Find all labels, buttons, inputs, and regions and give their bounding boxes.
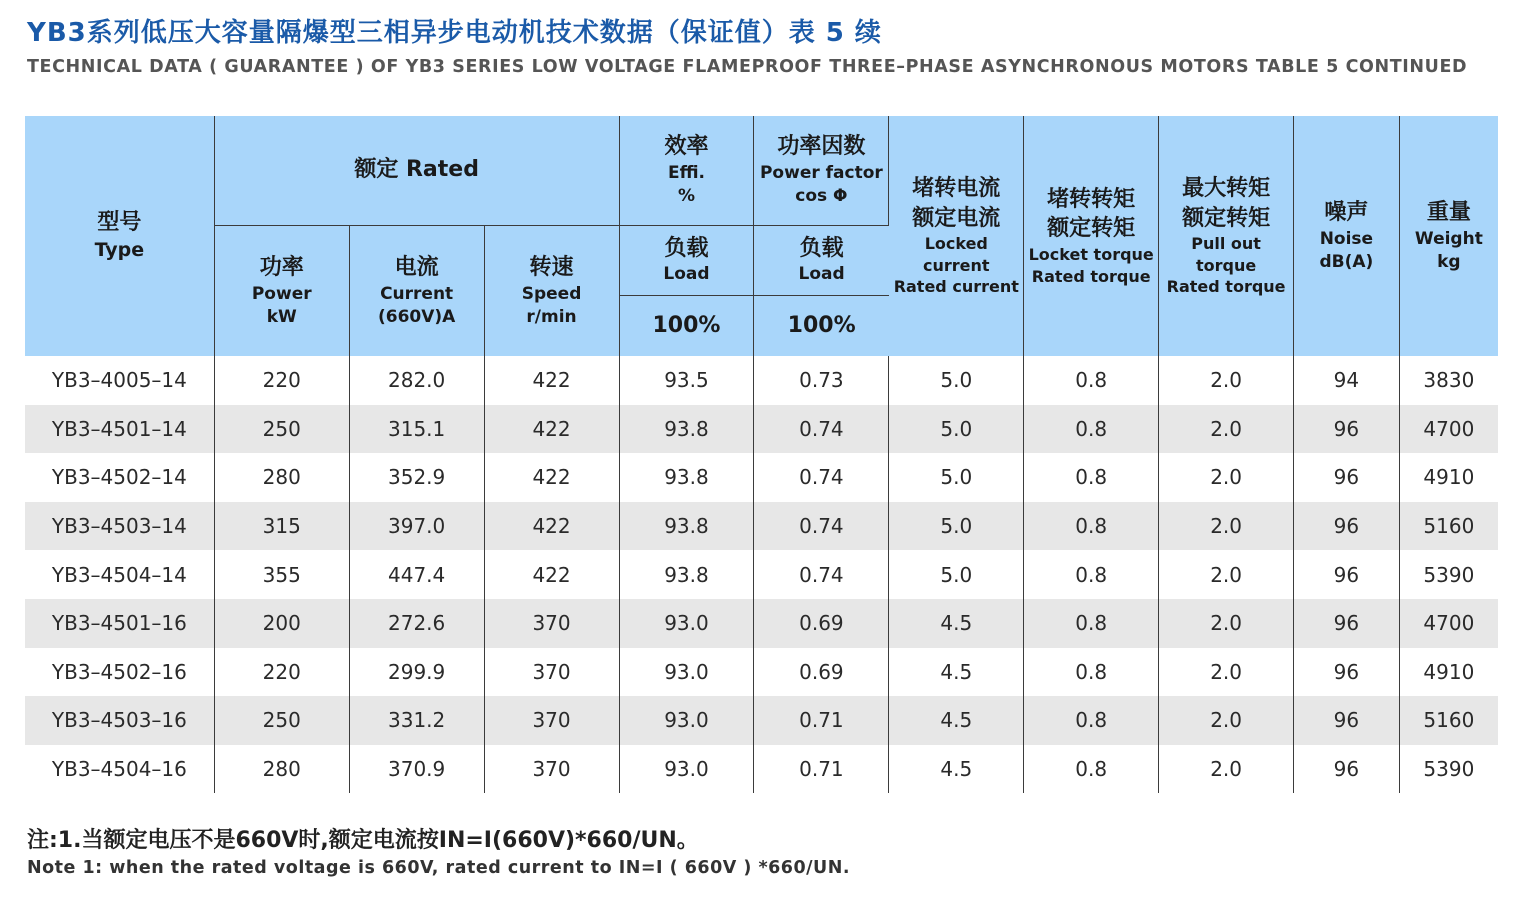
cell-locked-torque: 0.8: [1024, 356, 1159, 405]
cell-locked-current: 5.0: [889, 453, 1024, 502]
cell-pull-out-torque: 2.0: [1159, 550, 1294, 599]
cell-efficiency: 93.0: [619, 648, 754, 697]
cell-type: YB3–4503–16: [25, 696, 214, 745]
cell-weight: 4700: [1399, 405, 1498, 454]
header-rated: 额定 Rated: [214, 116, 619, 225]
cell-speed: 370: [484, 599, 619, 648]
cell-current: 315.1: [349, 405, 484, 454]
header-eff-load: 负载 Load: [619, 225, 754, 295]
cell-power-factor: 0.69: [754, 648, 889, 697]
cell-speed: 370: [484, 745, 619, 794]
cell-pull-out-torque: 2.0: [1159, 745, 1294, 794]
cell-speed: 370: [484, 648, 619, 697]
page-subtitle: TECHNICAL DATA ( GUARANTEE ) OF YB3 SERIES LOW VOLTAGE FLAMEPROOF THREE–PHASE ASYNCHRONOUS MOTORS TABLE 5 CONTINUED: [27, 57, 1468, 77]
cell-weight: 5160: [1399, 502, 1498, 551]
cell-power-factor: 0.71: [754, 745, 889, 794]
cell-type: YB3–4502–16: [25, 648, 214, 697]
cell-locked-torque: 0.8: [1024, 599, 1159, 648]
cell-type: YB3–4501–14: [25, 405, 214, 454]
cell-current: 331.2: [349, 696, 484, 745]
cell-current: 352.9: [349, 453, 484, 502]
cell-locked-torque: 0.8: [1024, 405, 1159, 454]
cell-locked-current: 4.5: [889, 599, 1024, 648]
header-pf-100: 100%: [754, 295, 889, 356]
cell-noise: 96: [1294, 405, 1400, 454]
cell-current: 282.0: [349, 356, 484, 405]
cell-locked-torque: 0.8: [1024, 648, 1159, 697]
cell-type: YB3–4501–16: [25, 599, 214, 648]
cell-power: 280: [214, 453, 349, 502]
cell-efficiency: 93.0: [619, 696, 754, 745]
cell-noise: 96: [1294, 550, 1400, 599]
table-row: [25, 356, 1498, 405]
cell-weight: 5390: [1423, 757, 1475, 782]
header-locked-torque: 堵转转矩 额定转矩 Locket torque Rated torque: [1024, 116, 1159, 356]
cell-noise: 96: [1294, 502, 1400, 551]
cell-power: 280: [214, 745, 349, 794]
cell-noise: 96: [1294, 696, 1400, 745]
cell-locked-torque: 0.8: [1024, 696, 1159, 745]
header-efficiency: 效率 Effi. %: [619, 116, 754, 225]
cell-efficiency: 93.0: [619, 745, 754, 794]
cell-speed: 370: [484, 696, 619, 745]
cell-pull-out-torque: 2.0: [1159, 502, 1294, 551]
technical-data-table: [25, 116, 1498, 793]
cell-weight: 5160: [1399, 696, 1498, 745]
cell-current: 299.9: [349, 648, 484, 697]
cell-weight: 5390: [1423, 562, 1475, 587]
cell-noise: 96: [1294, 648, 1400, 697]
cell-power: 220: [214, 356, 349, 405]
cell-power-factor: 0.71: [754, 696, 889, 745]
header-locked-current: 堵转电流 额定电流 Locked current Rated current: [889, 116, 1024, 356]
note-english: Note 1: when the rated voltage is 660V, rated current to IN=I ( 660V ) *660/UN.: [27, 858, 851, 878]
header-weight: 重量 Weight kg: [1399, 116, 1498, 356]
cell-efficiency: 93.8: [619, 502, 754, 551]
header-pull-out-torque: 最大转矩 额定转矩 Pull out torque Rated torque: [1159, 116, 1294, 356]
cell-speed: 422: [484, 453, 619, 502]
cell-power: 315: [214, 502, 349, 551]
table-row: [25, 745, 1498, 794]
cell-pull-out-torque: 2.0: [1159, 405, 1294, 454]
cell-pull-out-torque: 2.0: [1159, 356, 1294, 405]
cell-power-factor: 0.74: [754, 502, 889, 551]
cell-locked-torque: 0.8: [1024, 550, 1159, 599]
cell-noise: 96: [1294, 453, 1400, 502]
table-row: [25, 502, 1498, 551]
cell-power-factor: 0.74: [754, 453, 889, 502]
cell-locked-torque: 0.8: [1024, 453, 1159, 502]
header-power-factor: 功率因数 Power factor cos Φ: [754, 116, 889, 225]
cell-current: 447.4: [349, 550, 484, 599]
table-row: [25, 599, 1498, 648]
cell-speed: 422: [484, 502, 619, 551]
cell-efficiency: 93.8: [619, 550, 754, 599]
header-row-1: [25, 116, 1498, 225]
cell-power: 250: [214, 405, 349, 454]
cell-pull-out-torque: 2.0: [1159, 696, 1294, 745]
table-row: [25, 550, 1498, 599]
cell-power: 355: [214, 550, 349, 599]
cell-efficiency: 93.8: [619, 453, 754, 502]
header-type: 型号 Type: [25, 116, 214, 356]
cell-power-factor: 0.74: [754, 405, 889, 454]
cell-noise: 96: [1294, 745, 1400, 794]
cell-speed: 422: [484, 405, 619, 454]
cell-locked-current: 4.5: [889, 648, 1024, 697]
cell-type: YB3–4005–14: [25, 356, 214, 405]
header-power: 功率 Power kW: [214, 225, 349, 356]
table-row: [25, 453, 1498, 502]
table-row: [25, 405, 1498, 454]
cell-locked-torque: 0.8: [1024, 745, 1159, 794]
header-speed: 转速 Speed r/min: [484, 225, 619, 356]
cell-efficiency: 93.5: [619, 356, 754, 405]
header-eff-100: 100%: [619, 295, 754, 356]
cell-noise: 96: [1294, 599, 1400, 648]
cell-locked-current: 5.0: [889, 550, 1024, 599]
cell-power-factor: 0.73: [754, 356, 889, 405]
cell-pull-out-torque: 2.0: [1159, 453, 1294, 502]
table-row: [25, 696, 1498, 745]
cell-current: 397.0: [349, 502, 484, 551]
cell-type: YB3–4502–14: [25, 453, 214, 502]
cell-power-factor: 0.74: [754, 550, 889, 599]
cell-pull-out-torque: 2.0: [1159, 599, 1294, 648]
cell-power-factor: 0.69: [754, 599, 889, 648]
cell-locked-current: 5.0: [889, 405, 1024, 454]
cell-current: 272.6: [349, 599, 484, 648]
page-title: YB3系列低压大容量隔爆型三相异步电动机技术数据（保证值）表 5 续: [27, 18, 882, 48]
cell-weight: 3830: [1423, 368, 1475, 393]
header-current: 电流 Current (660V)A: [349, 225, 484, 356]
cell-locked-current: 4.5: [889, 745, 1024, 794]
cell-efficiency: 93.0: [619, 599, 754, 648]
cell-power: 250: [214, 696, 349, 745]
cell-pull-out-torque: 2.0: [1159, 648, 1294, 697]
cell-current: 370.9: [349, 745, 484, 794]
header-pf-load: 负载 Load: [754, 225, 889, 295]
cell-locked-current: 5.0: [889, 502, 1024, 551]
header-noise: 噪声 Noise dB(A): [1294, 116, 1400, 356]
cell-speed: 422: [484, 550, 619, 599]
table-body: [25, 356, 1498, 793]
cell-locked-torque: 0.8: [1024, 502, 1159, 551]
cell-weight: 4700: [1399, 599, 1498, 648]
cell-weight: 4910: [1423, 659, 1475, 684]
note-chinese: 注:1.当额定电压不是660V时,额定电流按IN=I(660V)*660/UN。: [27, 828, 699, 853]
cell-efficiency: 93.8: [619, 405, 754, 454]
cell-type: YB3–4504–16: [25, 745, 214, 794]
cell-speed: 422: [484, 356, 619, 405]
cell-noise: 94: [1294, 356, 1400, 405]
cell-locked-current: 5.0: [889, 356, 1024, 405]
cell-type: YB3–4503–14: [25, 502, 214, 551]
cell-power: 220: [214, 648, 349, 697]
cell-weight: 4910: [1423, 465, 1475, 490]
cell-locked-current: 4.5: [889, 696, 1024, 745]
cell-power: 200: [214, 599, 349, 648]
cell-type: YB3–4504–14: [25, 550, 214, 599]
table-row: [25, 648, 1498, 697]
